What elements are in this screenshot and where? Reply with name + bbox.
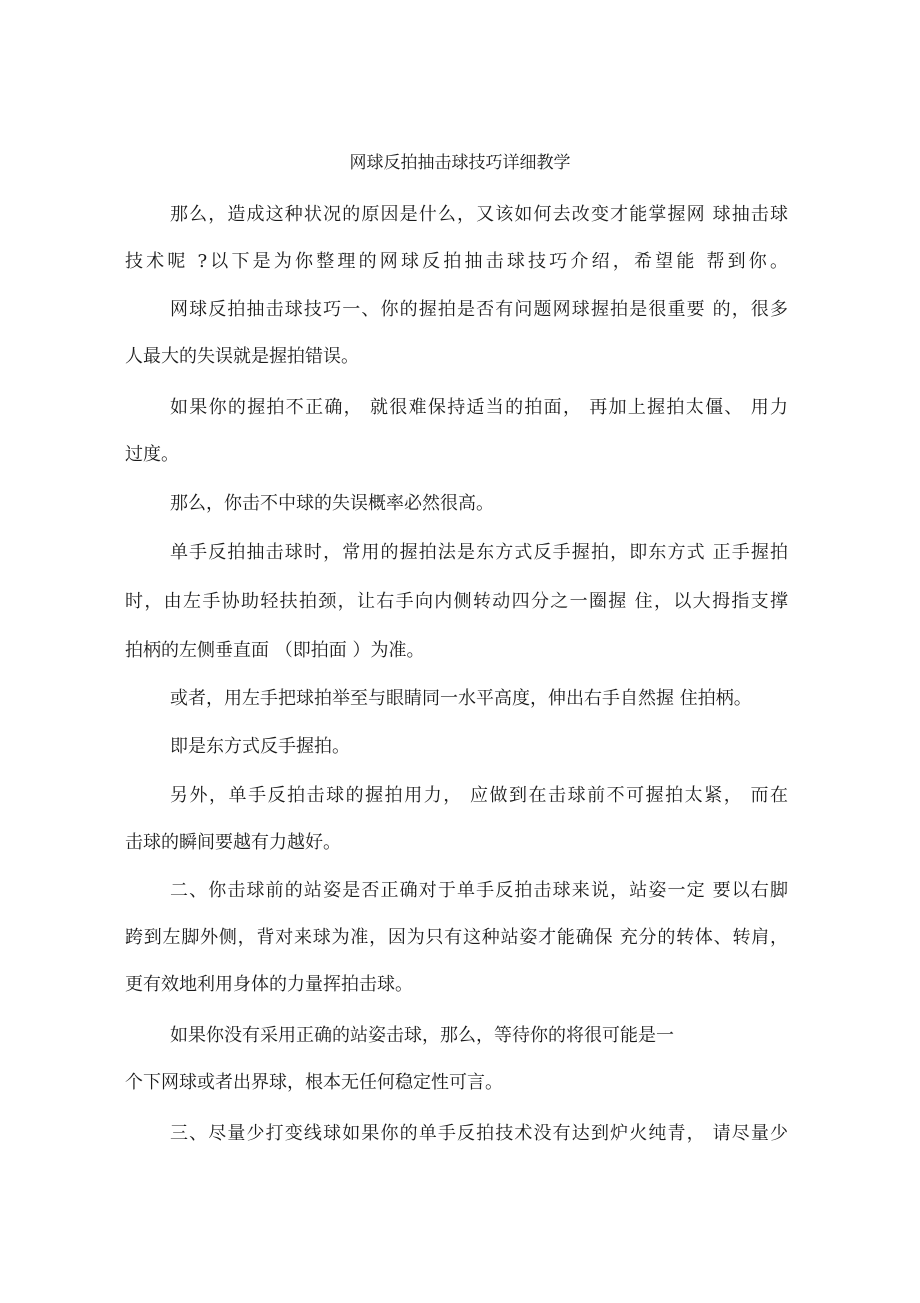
paragraph-line: 另外，单手反拍击球的握拍用力， 应做到在击球前不可握拍太紧， 而在: [170, 785, 788, 806]
document-title: 网球反拍抽击球技巧详细教学: [349, 153, 571, 173]
paragraph-line: 单手反拍抽击球时，常用的握拍法是东方式反手握拍，即东方式 正手握拍: [170, 542, 788, 563]
paragraph-line: 跨到左脚外侧，背对来球为准，因为只有这种站姿才能确保 充分的转体、转肩，: [125, 927, 788, 948]
paragraph-line: 如果你没有采用正确的站姿击球，那么，等待你的将很可能是一: [170, 1025, 674, 1046]
paragraph-line: 个下网球或者出界球，根本无任何稳定性可言。: [125, 1072, 503, 1093]
paragraph-line: 或者，用左手把球拍举至与眼睛同一水平高度，伸出右手自然握 住拍柄。: [170, 688, 752, 709]
paragraph-line: 技术呢 ?以下是为你整理的网球反拍抽击球技巧介绍，希望能 帮到你。: [125, 251, 788, 272]
paragraph-line: 那么，造成这种状况的原因是什么，又该如何去改变才能掌握网 球抽击球: [170, 204, 788, 225]
paragraph-line: 即是东方式反手握拍。: [170, 736, 350, 757]
paragraph-line: 拍柄的左侧垂直面 （即拍面 ）为准。: [125, 640, 425, 661]
paragraph-line: 网球反拍抽击球技巧一、你的握拍是否有问题网球握拍是很重要 的，很多: [170, 299, 788, 320]
paragraph-line: 如果你的握拍不正确， 就很难保持适当的拍面， 再加上握拍太僵、 用力: [170, 397, 788, 418]
paragraph-line: 过度。: [125, 444, 179, 465]
paragraph-line: 人最大的失误就是握拍错误。: [125, 346, 359, 367]
paragraph-line: 那么，你击不中球的失误概率必然很高。: [170, 493, 494, 514]
paragraph-line: 击球的瞬间要越有力越好。: [125, 832, 341, 853]
paragraph-line: 时，由左手协助轻扶拍颈，让右手向内侧转动四分之一圈握 住，以大拇指支撑: [125, 591, 788, 612]
paragraph-line: 三、尽量少打变线球如果你的单手反拍技术没有达到炉火纯青， 请尽量少: [170, 1123, 788, 1144]
paragraph-line: 更有效地利用身体的力量挥拍击球。: [125, 974, 413, 995]
paragraph-line: 二、你击球前的站姿是否正确对于单手反拍击球来说，站姿一定 要以右脚: [170, 880, 788, 901]
